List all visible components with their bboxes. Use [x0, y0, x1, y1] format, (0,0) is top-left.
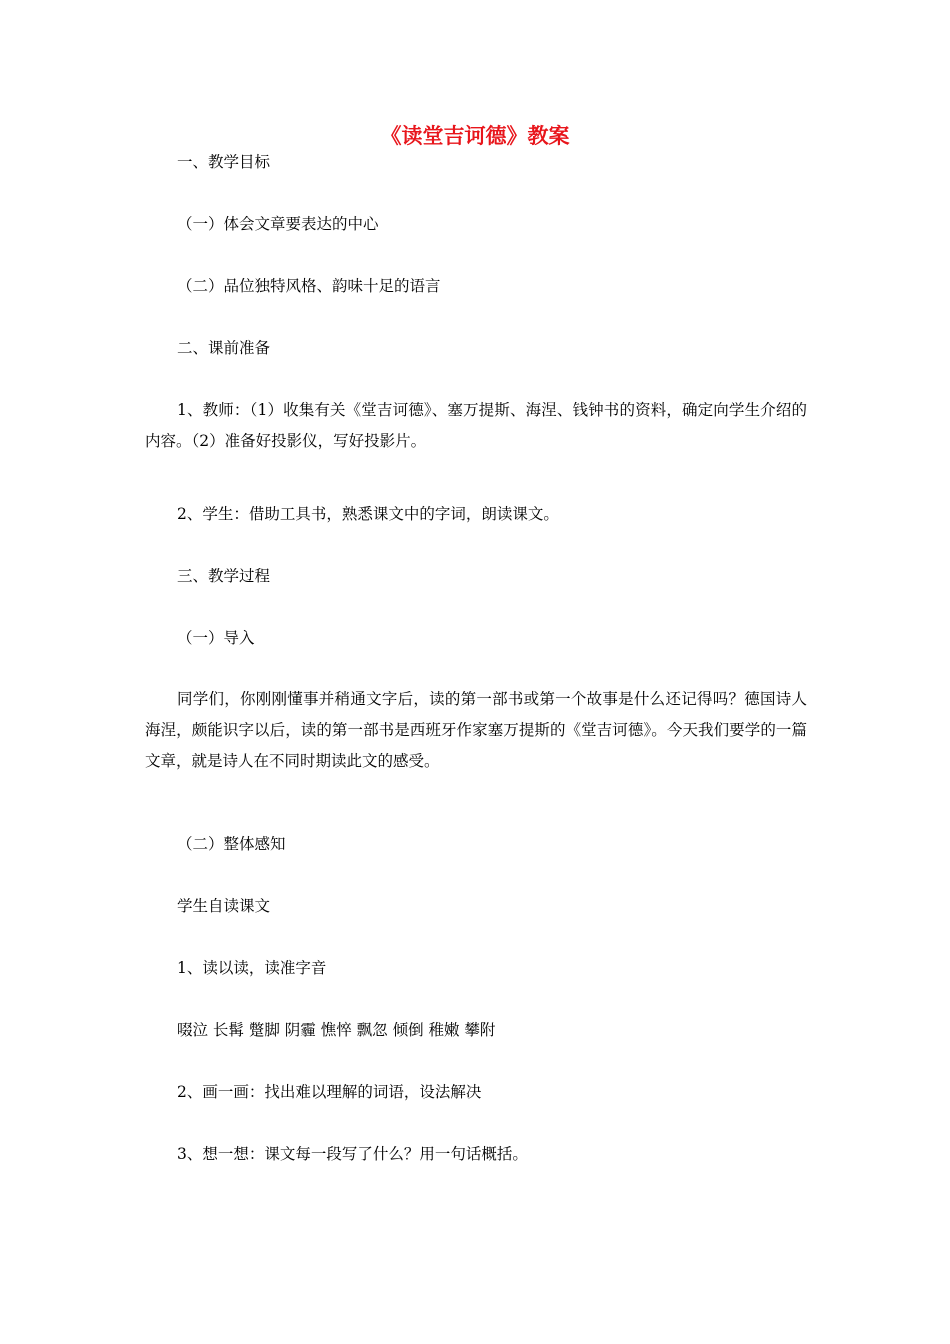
- goal-item-1: （一）体会文章要表达的中心: [177, 215, 379, 233]
- subheading-introduction: （一）导入: [177, 629, 255, 647]
- section-heading-process: 三、教学过程: [177, 567, 271, 585]
- preparation-teacher-paragraph: 1、教师：（1）收集有关《堂吉诃德》、塞万提斯、海涅、钱钟书的资料，确定向学生介绍的内容。（2）准备好投影仪，写好投影片。: [145, 401, 807, 450]
- section-heading-goals: 一、教学目标: [177, 153, 271, 171]
- document-title: 《读堂吉诃德》教案: [380, 123, 570, 148]
- vocabulary-words-line: 啜泣 长髯 蹩脚 阴霾 憔悴 飘忽 倾倒 稚嫩 攀附: [177, 1021, 496, 1039]
- goal-item-2: （二）品位独特风格、韵味十足的语言: [177, 277, 441, 295]
- section-heading-preparation: 二、课前准备: [177, 339, 271, 357]
- step-2-line: 2、画一画：找出难以理解的词语，设法解决: [177, 1083, 482, 1101]
- subheading-overall-perception: （二）整体感知: [177, 835, 286, 853]
- introduction-paragraph: 同学们，你刚刚懂事并稍通文字后，读的第一部书或第一个故事是什么还记得吗？德国诗人海涅，颇能识字以后，读的第一部书是西班牙作家塞万提斯的《堂吉诃德》。今天我们要学的一篇文章，就是诗人在不同时期读此文的感受。: [145, 690, 807, 770]
- self-reading-line: 学生自读课文: [177, 897, 271, 915]
- step-1-line: 1、读以读，读准字音: [177, 959, 327, 977]
- preparation-student-line: 2、学生：借助工具书，熟悉课文中的字词，朗读课文。: [177, 505, 559, 523]
- step-3-line: 3、想一想：课文每一段写了什么？用一句话概括。: [177, 1145, 528, 1163]
